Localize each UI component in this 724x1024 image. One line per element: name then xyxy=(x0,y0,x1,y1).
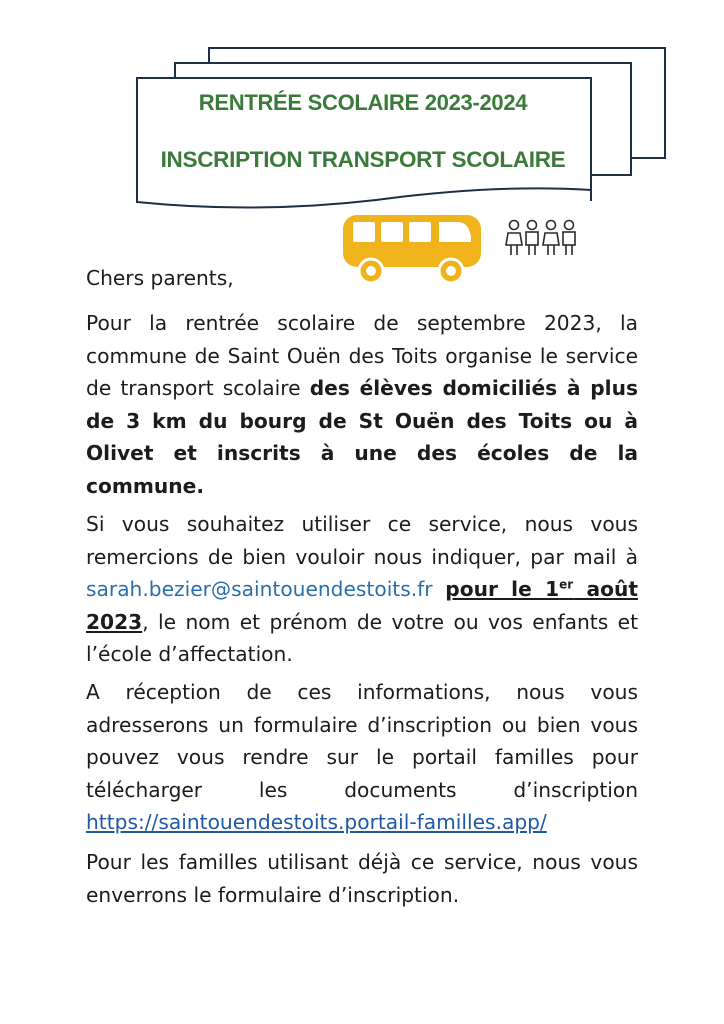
contact-email-link[interactable]: sarah.bezier@saintouendestoits.fr xyxy=(86,577,433,602)
paragraph-existing-families: Pour les familles utilisant déjà ce service, nous vous enverrons le formulaire d’inscription. xyxy=(86,850,638,907)
eligibility-text: des élèves domiciliés à plus de 3 km du bourg de St Ouën des Toits ou à Olivet et inscrits à une des écoles de la commune. xyxy=(86,376,638,498)
request-text: Si vous souhaitez utiliser ce service, nous vous remercions de bien vouloir nous indiquer, par mail à xyxy=(86,512,638,569)
request-details-text: , le nom et prénom de votre ou vos enfants et l’école d’affectation. xyxy=(86,609,638,667)
family-portal-link[interactable]: https://saintouendestoits.portail-familles.app/ xyxy=(86,810,547,835)
children-group-icon xyxy=(504,219,580,259)
deadline-text: pour le 1er août 2023 xyxy=(86,577,638,634)
banner-frame-wave xyxy=(136,170,592,214)
intro-text: Pour la rentrée scolaire de septembre 2023, la commune de Saint Ouën des Toits organise le service de transport scolaire xyxy=(86,311,638,401)
paragraph-registration xyxy=(86,676,638,839)
greeting: Chers parents, xyxy=(86,266,234,290)
registration-text: A réception de ces informations, nous vous adresserons un formulaire d’inscription ou bien vous pouvez vous rendre sur le portail familles pour télécharger les documents d’inscription xyxy=(86,680,638,802)
paragraph-service-intro xyxy=(86,307,638,503)
banner-subtitle: INSCRIPTION TRANSPORT SCOLAIRE xyxy=(160,147,566,172)
paragraph-request xyxy=(86,508,638,671)
banner-title: RENTRÉE SCOLAIRE 2023-2024 xyxy=(198,90,528,115)
